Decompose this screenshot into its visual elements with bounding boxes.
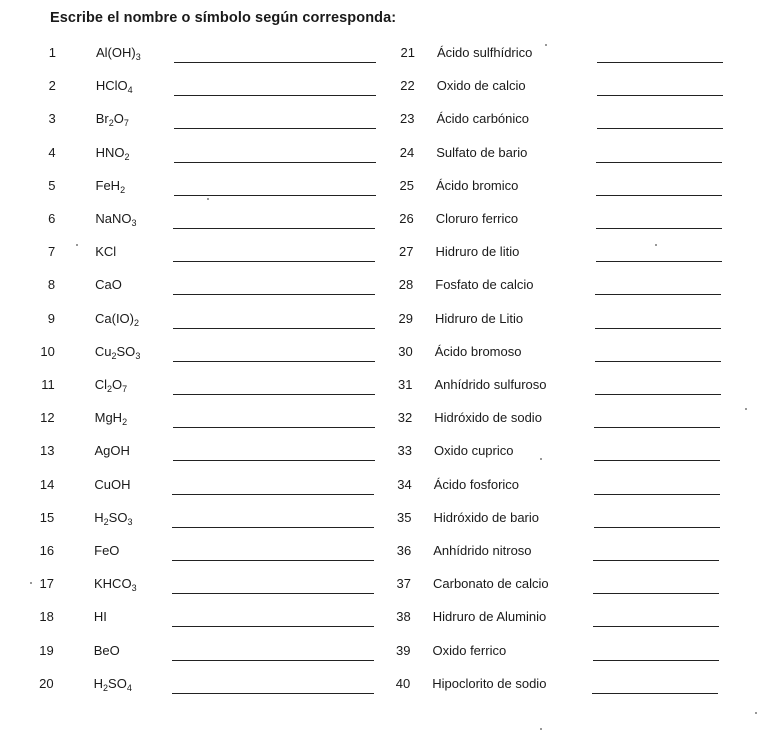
- formula-text: Br: [95, 111, 109, 127]
- item-number: 31: [398, 377, 413, 392]
- exercise-row: [24, 510, 384, 532]
- item-number: 23: [400, 111, 415, 127]
- item-number: 1: [48, 45, 56, 60]
- item-number: 20: [39, 675, 54, 691]
- exercise-row: [24, 477, 384, 499]
- exercise-row: [383, 277, 743, 299]
- exercise-row: [26, 111, 386, 133]
- answer-line[interactable]: [596, 162, 722, 163]
- compound-name: Oxido ferrico: [432, 642, 507, 658]
- item-number: 19: [39, 642, 54, 658]
- worksheet-title: Escribe el nombre o símbolo según corresponda:: [50, 10, 397, 26]
- item-number: 37: [396, 576, 411, 592]
- exercise-row: [385, 78, 745, 100]
- chemical-formula: [94, 643, 120, 658]
- item-number: 3: [48, 111, 56, 127]
- answer-line[interactable]: [173, 427, 375, 428]
- chemical-formula: [94, 510, 132, 525]
- exercise-row: [384, 211, 744, 233]
- formula-subscript: 7: [123, 118, 129, 129]
- compound-name: Carbonato de calcio: [433, 576, 549, 592]
- answer-line[interactable]: [172, 494, 374, 495]
- exercise-row: [384, 244, 744, 266]
- exercise-row: [25, 211, 385, 233]
- chemical-formula: [95, 78, 133, 96]
- exercise-row: [24, 676, 384, 698]
- compound-name: Ácido carbónico: [436, 111, 529, 127]
- item-number: 38: [396, 609, 411, 625]
- answer-line[interactable]: [595, 328, 721, 329]
- formula-text: SO: [108, 675, 127, 691]
- item-number: 35: [397, 509, 412, 525]
- formula-subscript: 2: [103, 516, 109, 527]
- formula-text: H: [94, 509, 104, 525]
- formula-text: H: [93, 675, 104, 691]
- exercise-row: [380, 676, 740, 698]
- answer-line[interactable]: [596, 228, 722, 229]
- exercise-row: [384, 178, 744, 200]
- item-number: 5: [48, 177, 56, 193]
- compound-name: Hidróxido de bario: [433, 509, 540, 525]
- scan-speck: [655, 244, 657, 246]
- formula-subscript: 2: [108, 118, 114, 129]
- formula-text: CaO: [95, 277, 122, 293]
- formula-subscript: 2: [122, 417, 128, 428]
- item-number: 6: [48, 211, 56, 226]
- formula-text: AgOH: [94, 443, 130, 459]
- answer-line[interactable]: [173, 460, 375, 461]
- chemical-formula: [96, 178, 126, 193]
- formula-text: KHCO: [94, 576, 132, 592]
- item-number: 40: [395, 675, 411, 691]
- item-number: 27: [399, 244, 414, 260]
- chemical-formula: [95, 344, 140, 359]
- chemical-formula: [94, 609, 107, 624]
- answer-line[interactable]: [594, 527, 720, 528]
- exercise-row: [384, 145, 744, 167]
- answer-line[interactable]: [172, 593, 374, 594]
- exercise-row: [25, 344, 385, 366]
- exercise-row: [26, 78, 386, 100]
- formula-text: FeH: [95, 177, 121, 193]
- item-number: 36: [396, 543, 412, 558]
- compound-name: Anhídrido sulfuroso: [434, 377, 547, 392]
- answer-line[interactable]: [173, 361, 375, 362]
- answer-line[interactable]: [173, 394, 375, 395]
- item-number: 26: [399, 211, 414, 226]
- item-number: 11: [41, 377, 55, 392]
- answer-line[interactable]: [174, 162, 376, 163]
- answer-line[interactable]: [593, 660, 719, 661]
- exercise-row: [25, 311, 385, 333]
- formula-subscript: 4: [127, 85, 133, 96]
- formula-subscript: 3: [131, 218, 137, 228]
- compound-name: Ácido bromico: [436, 177, 519, 193]
- formula-text: Al(OH): [96, 45, 136, 60]
- chemical-formula: [94, 576, 137, 594]
- formula-text: MgH: [94, 410, 123, 426]
- answer-line[interactable]: [173, 228, 375, 229]
- item-number: 25: [399, 177, 414, 193]
- item-number: 15: [39, 509, 55, 525]
- item-number: 12: [40, 410, 55, 426]
- chemical-formula: [95, 244, 116, 259]
- exercise-row: [382, 477, 742, 499]
- exercise-row: [24, 643, 384, 665]
- exercise-row: [24, 609, 384, 631]
- answer-line[interactable]: [173, 261, 375, 262]
- compound-name: Ácido fosforico: [433, 476, 520, 492]
- item-number: 22: [400, 78, 415, 94]
- answer-line[interactable]: [172, 527, 374, 528]
- answer-line[interactable]: [594, 494, 720, 495]
- compound-name: Fosfato de calcio: [435, 277, 534, 293]
- item-number: 2: [48, 78, 56, 94]
- item-number: 34: [397, 476, 412, 492]
- scan-speck: [76, 244, 78, 246]
- formula-subscript: 2: [120, 184, 126, 195]
- compound-name: Ácido bromoso: [434, 343, 522, 359]
- answer-line[interactable]: [596, 261, 722, 262]
- exercise-row: [25, 277, 385, 299]
- compound-name: Hidruro de litio: [435, 244, 520, 260]
- formula-text: Cl: [94, 377, 108, 392]
- chemical-formula: [95, 311, 139, 326]
- formula-subscript: 2: [103, 682, 109, 693]
- answer-line[interactable]: [172, 693, 374, 694]
- exercise-row: [25, 377, 385, 399]
- answer-line[interactable]: [596, 195, 722, 196]
- item-number: 10: [40, 343, 55, 359]
- formula-subscript: 3: [131, 583, 137, 594]
- item-number: 30: [398, 343, 413, 359]
- exercise-row: [26, 178, 386, 200]
- item-number: 8: [47, 277, 56, 293]
- exercise-row: [25, 244, 385, 266]
- item-number: 21: [400, 45, 415, 60]
- chemical-formula: [96, 145, 130, 160]
- chemical-formula: [95, 377, 127, 392]
- exercise-row: [382, 443, 742, 465]
- item-number: 16: [39, 543, 55, 558]
- answer-line[interactable]: [597, 62, 723, 63]
- item-number: 9: [47, 310, 55, 326]
- chemical-formula: [96, 45, 141, 60]
- answer-line[interactable]: [595, 294, 721, 295]
- compound-name: Hidruro de Aluminio: [432, 609, 547, 625]
- scan-speck: [540, 458, 542, 460]
- compound-name: Sulfato de bario: [436, 144, 528, 160]
- formula-text: KCl: [95, 244, 117, 260]
- item-number: 13: [40, 443, 55, 459]
- formula-subscript: 2: [134, 317, 140, 328]
- compound-name: Oxido cuprico: [434, 443, 514, 459]
- item-number: 4: [48, 144, 56, 160]
- answer-line[interactable]: [593, 560, 719, 561]
- formula-text: SO: [108, 509, 128, 525]
- item-number: 39: [396, 642, 411, 658]
- chemical-formula: [95, 277, 122, 292]
- answer-line[interactable]: [592, 693, 718, 694]
- compound-name: Hipoclorito de sodio: [432, 675, 547, 691]
- exercise-row: [383, 311, 743, 333]
- exercise-row: [381, 609, 741, 631]
- exercise-row: [24, 576, 384, 598]
- exercise-row: [381, 643, 741, 665]
- formula-text: CuOH: [94, 476, 131, 492]
- item-number: 14: [39, 476, 55, 492]
- answer-line[interactable]: [595, 361, 721, 362]
- item-number: 33: [397, 443, 412, 459]
- answer-line[interactable]: [172, 560, 374, 561]
- item-number: 29: [398, 310, 413, 326]
- compound-name: Anhídrido nitroso: [433, 543, 532, 558]
- formula-subscript: 7: [122, 384, 128, 394]
- answer-line[interactable]: [174, 128, 376, 129]
- formula-text: HI: [93, 609, 107, 625]
- exercise-row: [25, 443, 385, 465]
- answer-line[interactable]: [597, 95, 723, 96]
- scan-speck: [745, 408, 747, 410]
- formula-subscript: 3: [135, 350, 141, 361]
- formula-text: O: [113, 111, 124, 127]
- answer-line[interactable]: [174, 62, 376, 63]
- exercise-row: [382, 510, 742, 532]
- compound-name: Hidróxido de sodio: [434, 410, 542, 426]
- item-number: 28: [398, 277, 414, 293]
- formula-text: NaNO: [95, 211, 132, 226]
- exercise-row: [382, 410, 742, 432]
- answer-line[interactable]: [172, 626, 374, 627]
- compound-name: Oxido de calcio: [436, 78, 526, 94]
- formula-subscript: 3: [135, 52, 141, 62]
- item-number: 32: [397, 410, 413, 426]
- exercise-row: [25, 410, 385, 432]
- formula-text: FeO: [94, 543, 120, 558]
- exercise-row: [381, 543, 741, 565]
- chemical-formula: [95, 111, 129, 129]
- answer-line[interactable]: [594, 427, 720, 428]
- item-number: 24: [399, 144, 415, 160]
- answer-line[interactable]: [594, 460, 720, 461]
- answer-line[interactable]: [593, 626, 719, 627]
- formula-text: Cu: [94, 343, 112, 359]
- formula-subscript: 2: [107, 384, 113, 394]
- answer-line[interactable]: [172, 660, 374, 661]
- chemical-formula: [95, 211, 136, 226]
- answer-line[interactable]: [595, 394, 721, 395]
- exercise-row: [385, 45, 745, 67]
- answer-line[interactable]: [593, 593, 719, 594]
- formula-subscript: 2: [124, 151, 130, 162]
- chemical-formula: [94, 543, 119, 558]
- formula-text: BeO: [93, 642, 120, 658]
- answer-line[interactable]: [173, 328, 375, 329]
- formula-text: HNO: [95, 144, 125, 160]
- scan-speck: [207, 198, 209, 200]
- scan-speck: [545, 44, 547, 46]
- exercise-row: [26, 145, 386, 167]
- exercise-row: [26, 45, 386, 67]
- exercise-row: [381, 576, 741, 598]
- item-number: 17: [39, 576, 54, 592]
- scan-speck: [755, 712, 757, 714]
- chemical-formula: [94, 477, 130, 492]
- exercise-row: [385, 111, 745, 133]
- item-number: 7: [48, 244, 56, 260]
- formula-text: Ca(IO): [95, 310, 134, 326]
- answer-line[interactable]: [597, 128, 723, 129]
- formula-text: HClO: [95, 78, 128, 94]
- exercise-row: [383, 377, 743, 399]
- answer-line[interactable]: [174, 95, 376, 96]
- formula-subscript: 3: [127, 516, 133, 527]
- compound-name: Cloruro ferrico: [435, 211, 519, 226]
- compound-name: Ácido sulfhídrico: [437, 45, 533, 60]
- chemical-formula: [94, 410, 128, 428]
- formula-text: O: [112, 377, 123, 392]
- scan-speck: [540, 728, 542, 730]
- exercise-row: [383, 344, 743, 366]
- exercise-row: [24, 543, 384, 565]
- compound-name: Hidruro de Litio: [435, 310, 524, 326]
- formula-subscript: 2: [111, 350, 117, 361]
- answer-line[interactable]: [173, 294, 375, 295]
- formula-subscript: 4: [126, 682, 132, 693]
- chemical-formula: [94, 676, 132, 691]
- answer-line[interactable]: [174, 195, 376, 196]
- chemical-formula: [95, 443, 130, 458]
- scan-speck: [30, 582, 32, 584]
- item-number: 18: [39, 609, 54, 625]
- formula-text: SO: [116, 343, 136, 359]
